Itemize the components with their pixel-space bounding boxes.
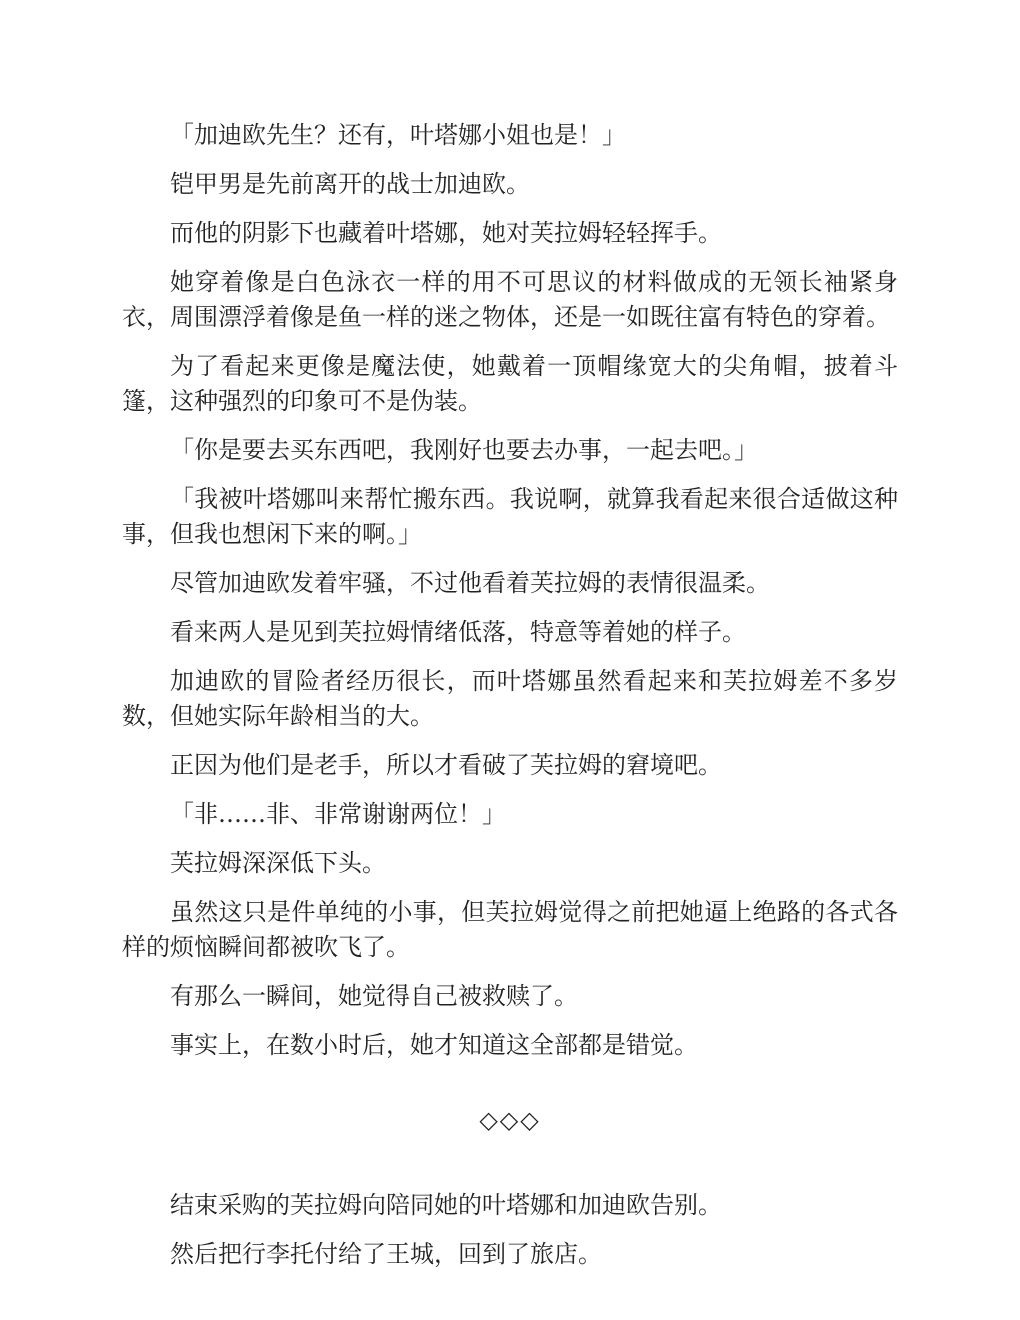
paragraph: 加迪欧的冒险者经历很长，而叶塔娜虽然看起来和芙拉姆差不多岁数，但她实际年龄相当的大。 [122,667,898,730]
paragraph: 正因为他们是老手，所以才看破了芙拉姆的窘境吧。 [170,751,722,779]
paragraph: 「我被叶塔娜叫来帮忙搬东西。我说啊，就算我看起来很合适做这种事，但我也想闲下来的啊。」 [122,485,898,548]
paragraph: 她穿着像是白色泳衣一样的用不可思议的材料做成的无领长袖紧身衣，周围漂浮着像是鱼一样的迷之物体，还是一如既往富有特色的穿着。 [122,268,898,331]
paragraph: 「非……非、非常谢谢两位！」 [170,800,506,828]
document-body [122,118,898,1286]
paragraph: 「你是要去买东西吧，我刚好也要去办事，一起去吧。」 [170,436,758,464]
paragraph: 「加迪欧先生？还有，叶塔娜小姐也是！」 [170,121,626,149]
paragraph: 结束采购的芙拉姆向陪同她的叶塔娜和加迪欧告别。 [170,1191,722,1219]
paragraph: 尽管加迪欧发着牢骚，不过他看着芙拉姆的表情很温柔。 [170,569,770,597]
paragraph: 而他的阴影下也藏着叶塔娜，她对芙拉姆轻轻挥手。 [170,219,722,247]
paragraph: 然后把行李托付给了王城，回到了旅店。 [170,1240,602,1268]
paragraph: 虽然这只是件单纯的小事，但芙拉姆觉得之前把她逼上绝路的各式各样的烦恼瞬间都被吹飞了。 [122,898,898,961]
paragraph: 芙拉姆深深低下头。 [170,849,386,877]
paragraph: 铠甲男是先前离开的战士加迪欧。 [170,170,530,198]
paragraph: 有那么一瞬间，她觉得自己被救赎了。 [170,982,578,1010]
paragraph: 为了看起来更像是魔法使，她戴着一顶帽缘宽大的尖角帽，披着斗篷，这种强烈的印象可不是伪装。 [122,352,898,415]
scene-separator: ◇◇◇ [479,1106,541,1134]
paragraph: 看来两人是见到芙拉姆情绪低落，特意等着她的样子。 [170,618,746,646]
paragraph: 事实上，在数小时后，她才知道这全部都是错觉。 [170,1031,698,1059]
